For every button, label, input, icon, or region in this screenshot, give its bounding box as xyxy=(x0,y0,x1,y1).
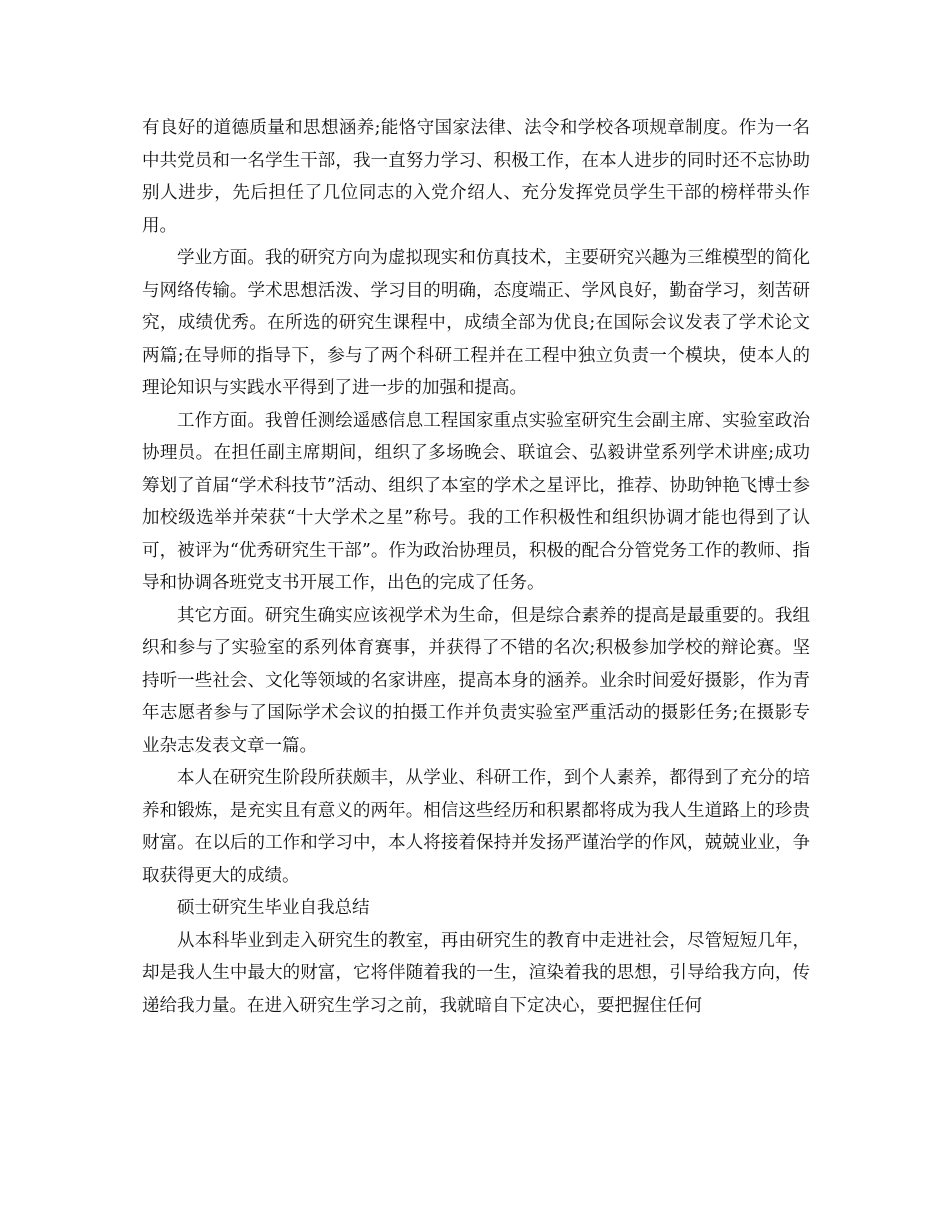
paragraph-other-aspects: 其它方面。研究生确实应该视学术为生命，但是综合素养的提高是最重要的。我组织和参与了实验室的系列体育赛事，并获得了不错的名次;积极参加学校的辩论赛。坚持听一些社会、文化等领域的名家讲座，提高本身的涵养。业余时间爱好摄影，作为青年志愿者参与了国际学术会议的拍摄工作并负责实验室严重活动的摄影任务;在摄影专业杂志发表文章一篇。 xyxy=(142,605,810,756)
paragraph-conclusion: 本人在研究生阶段所获颇丰，从学业、科研工作，到个人素养，都得到了充分的培养和锻炼，是充实且有意义的两年。相信这些经历和积累都将成为我人生道路上的珍贵财富。在以后的工作和学习中，本人将接着保持并发扬严谨治学的作风，兢兢业业，争取获得更大的成绩。 xyxy=(142,768,810,886)
paragraph-academics: 学业方面。我的研究方向为虚拟现实和仿真技术，主要研究兴趣为三维模型的简化与网络传输。学术思想活泼、学习目的明确，态度端正、学风良好，勤奋学习，刻苦研究，成绩优秀。在所选的研究生课程中，成绩全部为优良;在国际会议发表了学术论文两篇;在导师的指导下，参与了两个科研工程并在工程中独立负责一个模块，使本人的理论知识与实践水平得到了进一步的加强和提高。 xyxy=(142,248,810,398)
paragraph-moral-conduct: 有良好的道德质量和思想涵养;能恪守国家法律、法令和学校各项规章制度。作为一名中共党员和一名学生干部，我一直努力学习、积极工作，在本人进步的同时还不忘协助别人进步，先后担任了几位同志的入党介绍人、充分发挥党员学生干部的榜样带头作用。 xyxy=(142,118,810,236)
document-body xyxy=(142,112,810,1022)
paragraph-summary-intro: 从本科毕业到走入研究生的教室，再由研究生的教育中走进社会，尽管短短几年，却是我人生中最大的财富，它将伴随着我的一生，渲染着我的思想，引导给我方向，传递给我力量。在进入研究生学习之前，我就暗自下定决心，要把握住任何 xyxy=(142,930,810,1016)
section-heading: 硕士研究生毕业自我总结 xyxy=(177,898,370,918)
paragraph-work: 工作方面。我曾任测绘遥感信息工程国家重点实验室研究生会副主席、实验室政治协理员。在担任副主席期间，组织了多场晚会、联谊会、弘毅讲堂系列学术讲座;成功筹划了首届“学术科技节”活动、组织了本室的学术之星评比，推荐、协助钟艳飞博士参加校级选举并荣获“十大学术之星”称号。我的工作积极性和组织协调才能也得到了认可，被评为“优秀研究生干部”。作为政治协理员，积极的配合分管党务工作的教师、指导和协调各班党支书开展工作，出色的完成了任务。 xyxy=(142,410,810,593)
